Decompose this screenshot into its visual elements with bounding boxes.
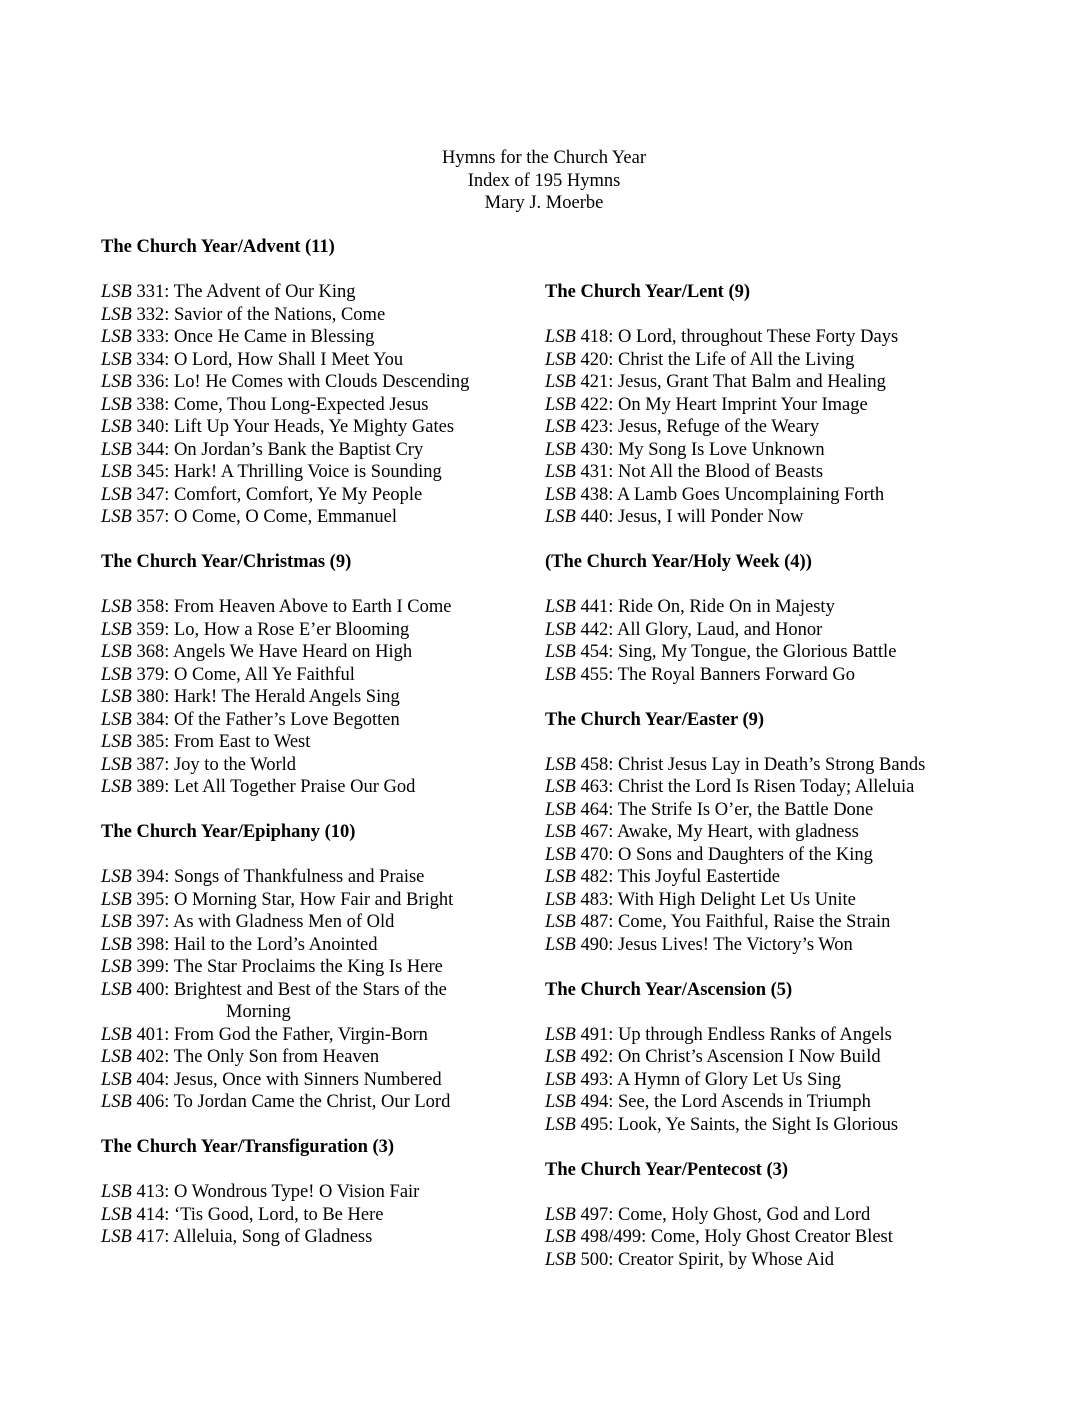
document-title: Hymns for the Church Year	[442, 148, 646, 168]
hymn-title: Come, Thou Long-Expected Jesus	[173, 394, 429, 415]
hymnal-abbreviation: LSB	[545, 799, 576, 820]
hymn-number: 442	[580, 619, 609, 640]
hymn-section-the-church-year-epiphany-10	[101, 821, 541, 1114]
hymnal-abbreviation: LSB	[101, 867, 132, 887]
hymn-section-the-church-year-pentecost-3	[545, 1159, 985, 1272]
hymnal-abbreviation: LSB	[101, 484, 132, 505]
hymn-title: Songs of Thankfulness and Praise	[173, 867, 425, 887]
hymnal-abbreviation: LSB	[545, 1069, 576, 1090]
hymn-entry: LSB 483: With High Delight Let Us Unite	[545, 889, 856, 910]
hymn-number: 347	[136, 484, 165, 505]
hymnal-abbreviation: LSB	[101, 282, 132, 302]
hymn-title: Let All Together Praise Our God	[173, 777, 416, 797]
hymn-entry: LSB 464: The Strife Is O’er, the Battle Done	[545, 799, 874, 820]
hymn-title: Lift Up Your Heads, Ye Mighty Gates	[173, 417, 455, 437]
hymn-title: Joy to the World	[173, 754, 296, 775]
hymnal-abbreviation: LSB	[545, 597, 576, 617]
hymn-title: From God the Father, Virgin-Born	[173, 1024, 428, 1045]
hymn-entry: LSB 398: Hail to the Lord’s Anointed	[101, 934, 378, 955]
hymn-title: On My Heart Imprint Your Image	[617, 394, 868, 415]
hymn-entry: LSB 493: A Hymn of Glory Let Us Sing	[545, 1069, 842, 1090]
hymn-title: Christ Jesus Lay in Death’s Strong Bands	[617, 754, 926, 775]
hymn-title: From East to West	[173, 732, 311, 752]
hymnal-abbreviation: LSB	[545, 777, 576, 797]
hymn-entry: LSB 358: From Heaven Above to Earth I Come	[101, 597, 452, 617]
hymn-title: Come, You Faithful, Raise the Strain	[617, 912, 891, 932]
hymn-number: 422	[580, 394, 609, 415]
hymn-title: The Star Proclaims the King Is Here	[173, 957, 443, 977]
hymn-entry: LSB 345: Hark! A Thrilling Voice is Sounding	[101, 462, 442, 482]
hymn-entry: LSB 431: Not All the Blood of Beasts	[545, 462, 824, 482]
hymn-number: 438	[580, 484, 609, 505]
hymn-number: 495	[580, 1114, 609, 1135]
hymn-entry: LSB 442: All Glory, Laud, and Honor	[545, 619, 823, 640]
hymn-entry: LSB 385: From East to West	[101, 732, 311, 752]
hymn-entry: LSB 331: The Advent of Our King	[101, 282, 356, 302]
hymn-title: Jesus, I will Ponder Now	[617, 507, 804, 527]
hymn-title: Savior of the Nations, Come	[173, 304, 386, 325]
hymn-number: 413	[136, 1182, 165, 1202]
hymn-entry: LSB 359: Lo, How a Rose E’er Blooming	[101, 619, 410, 640]
hymn-title: This Joyful Eastertide	[617, 867, 781, 887]
hymn-entry: LSB 454: Sing, My Tongue, the Glorious Battle	[545, 642, 897, 662]
hymn-entry: LSB 404: Jesus, Once with Sinners Numbered	[101, 1069, 442, 1090]
hymn-entry: LSB 344: On Jordan’s Bank the Baptist Cry	[101, 439, 424, 460]
hymn-title: The Only Son from Heaven	[173, 1047, 380, 1067]
hymn-title: Of the Father’s Love Begotten	[173, 709, 400, 730]
document-author: Mary J. Moerbe	[484, 193, 604, 213]
hymnal-abbreviation: LSB	[101, 957, 132, 977]
hymnal-abbreviation: LSB	[101, 934, 132, 955]
hymn-title: Creator Spirit, by Whose Aid	[617, 1249, 834, 1270]
hymnal-abbreviation: LSB	[101, 349, 132, 370]
hymn-number: 402	[136, 1047, 165, 1067]
hymn-number: 401	[136, 1024, 165, 1045]
section-heading: The Church Year/Ascension (5)	[545, 979, 793, 1000]
hymnal-abbreviation: LSB	[545, 844, 576, 865]
hymnal-abbreviation: LSB	[101, 1024, 132, 1045]
hymn-entry: LSB 423: Jesus, Refuge of the Weary	[545, 417, 820, 437]
section-heading: The Church Year/Transfiguration (3)	[101, 1137, 395, 1157]
hymnal-abbreviation: LSB	[101, 304, 132, 325]
hymn-title: Sing, My Tongue, the Glorious Battle	[617, 642, 897, 662]
hymnal-abbreviation: LSB	[101, 912, 132, 932]
hymn-entry: LSB 347: Comfort, Comfort, Ye My People	[101, 484, 423, 505]
hymn-number: 395	[136, 889, 165, 910]
hymn-entry: LSB 338: Come, Thou Long-Expected Jesus	[101, 394, 429, 415]
hymn-entry: LSB 334: O Lord, How Shall I Meet You	[101, 349, 404, 370]
hymnal-abbreviation: LSB	[101, 1227, 132, 1247]
hymnal-abbreviation: LSB	[101, 417, 132, 437]
hymn-number: 358	[136, 597, 165, 617]
hymn-entry: LSB 490: Jesus Lives! The Victory’s Won	[545, 934, 853, 955]
hymn-number: 404	[136, 1069, 165, 1090]
hymn-number: 344	[136, 439, 165, 460]
hymn-title: On Jordan’s Bank the Baptist Cry	[173, 439, 424, 460]
hymnal-abbreviation: LSB	[545, 1092, 576, 1112]
hymn-number: 491	[580, 1024, 609, 1045]
hymn-entry: LSB 500: Creator Spirit, by Whose Aid	[545, 1249, 834, 1270]
hymnal-abbreviation: LSB	[545, 507, 576, 527]
hymn-entry: LSB 397: As with Gladness Men of Old	[101, 912, 395, 932]
hymnal-abbreviation: LSB	[101, 777, 132, 797]
hymnal-abbreviation: LSB	[101, 1069, 132, 1090]
hymn-number: 441	[580, 597, 609, 617]
hymn-title: Come, Holy Ghost, God and Lord	[617, 1204, 871, 1225]
hymn-title: O Lord, How Shall I Meet You	[173, 349, 404, 370]
hymn-number: 387	[136, 754, 165, 775]
hymn-title: Come, Holy Ghost Creator Blest	[650, 1227, 893, 1247]
hymn-title: O Lord, throughout These Forty Days	[617, 327, 899, 347]
hymn-entry: LSB 389: Let All Together Praise Our God	[101, 777, 416, 797]
hymn-title: O Come, O Come, Emmanuel	[173, 507, 397, 527]
hymn-number: 464	[580, 799, 609, 820]
hymn-entry: LSB 380: Hark! The Herald Angels Sing	[101, 687, 400, 707]
hymnal-abbreviation: LSB	[545, 394, 576, 415]
hymn-number: 380	[136, 687, 165, 707]
right-column	[545, 281, 985, 1294]
hymn-title: With High Delight Let Us Unite	[617, 889, 856, 910]
hymnal-abbreviation: LSB	[545, 642, 576, 662]
hymnal-abbreviation: LSB	[101, 754, 132, 775]
hymnal-abbreviation: LSB	[101, 664, 132, 685]
hymn-title: As with Gladness Men of Old	[172, 912, 395, 932]
hymn-title: A Hymn of Glory Let Us Sing	[616, 1069, 842, 1090]
hymn-entry: LSB 463: Christ the Lord Is Risen Today; Alleluia	[545, 777, 915, 797]
hymn-section-the-church-year-easter-9	[545, 709, 985, 957]
hymn-entry: LSB 384: Of the Father’s Love Begotten	[101, 709, 400, 730]
hymn-number: 470	[580, 844, 609, 865]
hymn-entry: LSB 498/499: Come, Holy Ghost Creator Blest	[545, 1227, 893, 1247]
hymn-title: Lo! He Comes with Clouds Descending	[173, 372, 470, 392]
hymn-title: Brightest and Best of the Stars of the	[173, 979, 447, 1000]
hymn-title: The Advent of Our King	[173, 282, 356, 302]
hymn-title: Not All the Blood of Beasts	[617, 462, 824, 482]
hymn-title: O Morning Star, How Fair and Bright	[173, 889, 454, 910]
hymn-number: 400	[136, 979, 165, 1000]
hymn-entry: LSB 387: Joy to the World	[101, 754, 296, 775]
hymn-number: 359	[136, 619, 165, 640]
hymn-number: 483	[580, 889, 609, 910]
hymnal-abbreviation: LSB	[545, 822, 576, 842]
hymn-number: 455	[580, 664, 609, 685]
hymn-number: 357	[136, 507, 165, 527]
hymn-number: 440	[580, 507, 609, 527]
hymn-section-the-church-year-transfiguration-3	[101, 1136, 541, 1249]
hymn-entry: LSB 497: Come, Holy Ghost, God and Lord	[545, 1204, 871, 1225]
hymnal-abbreviation: LSB	[545, 1249, 576, 1270]
hymn-number: 336	[136, 372, 165, 392]
hymnal-abbreviation: LSB	[101, 889, 132, 910]
hymn-number: 397	[136, 912, 165, 932]
hymn-title: Alleluia, Song of Gladness	[172, 1227, 373, 1247]
hymn-number: 398	[136, 934, 165, 955]
hymn-number: 492	[580, 1047, 609, 1067]
hymn-number: 334	[136, 349, 165, 370]
hymn-entry: LSB 414: ‘Tis Good, Lord, to Be Here	[101, 1204, 384, 1225]
hymn-number: 420	[580, 349, 609, 370]
hymn-title: O Wondrous Type! O Vision Fair	[173, 1182, 420, 1202]
hymnal-abbreviation: LSB	[545, 484, 576, 505]
section-heading: The Church Year/Epiphany (10)	[101, 822, 356, 842]
hymnal-abbreviation: LSB	[101, 372, 132, 392]
hymn-number: 331	[136, 282, 165, 302]
hymn-entry: LSB 399: The Star Proclaims the King Is Here	[101, 957, 443, 977]
hymn-section-the-church-year-holy-week-4	[545, 551, 985, 686]
hymn-title: A Lamb Goes Uncomplaining Forth	[616, 484, 885, 505]
hymnal-abbreviation: LSB	[545, 349, 576, 370]
hymnal-abbreviation: LSB	[101, 597, 132, 617]
hymn-entry: LSB 394: Songs of Thankfulness and Praise	[101, 867, 425, 887]
hymn-title: O Come, All Ye Faithful	[173, 664, 355, 685]
hymn-number: 463	[580, 777, 609, 797]
hymn-number: 430	[580, 439, 609, 460]
hymn-number: 497	[580, 1204, 609, 1225]
hymn-entry: LSB 395: O Morning Star, How Fair and Bright	[101, 889, 454, 910]
hymn-number: 454	[580, 642, 609, 662]
hymnal-abbreviation: LSB	[545, 912, 576, 932]
hymn-entry: LSB 458: Christ Jesus Lay in Death’s Strong Bands	[545, 754, 926, 775]
hymn-title: Jesus Lives! The Victory’s Won	[617, 934, 853, 955]
hymn-number: 340	[136, 417, 165, 437]
hymnal-abbreviation: LSB	[101, 619, 132, 640]
hymn-title: Look, Ye Saints, the Sight Is Glorious	[617, 1114, 899, 1135]
hymn-number: 423	[580, 417, 609, 437]
hymnal-abbreviation: LSB	[101, 462, 132, 482]
hymn-entry: LSB 467: Awake, My Heart, with gladness	[545, 822, 859, 842]
hymn-number: 421	[580, 372, 609, 392]
hymnal-abbreviation: LSB	[545, 889, 576, 910]
section-heading: (The Church Year/Holy Week (4))	[545, 552, 812, 572]
document-subtitle: Index of 195 Hymns	[467, 170, 621, 191]
hymn-entry: LSB 357: O Come, O Come, Emmanuel	[101, 507, 397, 527]
hymnal-abbreviation: LSB	[545, 754, 576, 775]
hymnal-abbreviation: LSB	[101, 394, 132, 415]
hymn-title: Jesus, Refuge of the Weary	[617, 417, 820, 437]
hymn-number: 493	[580, 1069, 609, 1090]
hymn-entry: LSB 438: A Lamb Goes Uncomplaining Forth	[545, 484, 885, 505]
hymn-number: 333	[136, 327, 165, 347]
hymnal-abbreviation: LSB	[101, 687, 132, 707]
hymn-number: 345	[136, 462, 165, 482]
hymn-entry: LSB 418: O Lord, throughout These Forty Days	[545, 327, 899, 347]
hymn-title: My Song Is Love Unknown	[617, 439, 825, 460]
hymn-entry: LSB 333: Once He Came in Blessing	[101, 327, 375, 347]
hymn-title: All Glory, Laud, and Honor	[616, 619, 823, 640]
hymn-entry: LSB 340: Lift Up Your Heads, Ye Mighty Gates	[101, 417, 455, 437]
hymn-entry: LSB 492: On Christ’s Ascension I Now Build	[545, 1047, 881, 1067]
hymn-entry: LSB 487: Come, You Faithful, Raise the Strain	[545, 912, 891, 932]
hymnal-abbreviation: LSB	[101, 1047, 132, 1067]
hymn-number: 406	[136, 1092, 165, 1112]
hymn-number: 482	[580, 867, 609, 887]
hymnal-abbreviation: LSB	[101, 709, 132, 730]
hymn-entry: LSB 402: The Only Son from Heaven	[101, 1047, 380, 1067]
hymnal-abbreviation: LSB	[545, 1024, 576, 1045]
hymn-number: 417	[136, 1227, 165, 1247]
hymn-title: On Christ’s Ascension I Now Build	[617, 1047, 881, 1067]
hymn-title: Jesus, Grant That Balm and Healing	[617, 372, 886, 392]
hymn-number: 332	[136, 304, 165, 325]
hymnal-abbreviation: LSB	[545, 417, 576, 437]
hymn-title: Hail to the Lord’s Anointed	[173, 934, 378, 955]
left-column	[101, 236, 541, 1271]
hymn-number: 494	[580, 1092, 609, 1112]
hymn-number: 414	[136, 1204, 165, 1225]
hymn-number: 418	[580, 327, 609, 347]
hymn-entry: LSB 495: Look, Ye Saints, the Sight Is Glorious	[545, 1114, 899, 1135]
hymn-title: O Sons and Daughters of the King	[617, 844, 873, 865]
hymn-entry: LSB 413: O Wondrous Type! O Vision Fair	[101, 1182, 420, 1202]
hymnal-abbreviation: LSB	[545, 439, 576, 460]
hymn-title: From Heaven Above to Earth I Come	[173, 597, 452, 617]
hymnal-abbreviation: LSB	[101, 979, 132, 1000]
hymn-section-the-church-year-advent-11	[101, 236, 541, 529]
hymnal-abbreviation: LSB	[545, 1114, 576, 1135]
hymn-entry: LSB 491: Up through Endless Ranks of Angels	[545, 1024, 892, 1045]
hymn-title: Ride On, Ride On in Majesty	[617, 597, 835, 617]
hymn-entry: LSB 417: Alleluia, Song of Gladness	[101, 1227, 373, 1247]
hymnal-abbreviation: LSB	[101, 1182, 132, 1202]
hymn-number: 467	[580, 822, 609, 842]
hymnal-abbreviation: LSB	[545, 327, 576, 347]
hymn-number: 338	[136, 394, 165, 415]
hymn-number: 498/499	[580, 1227, 642, 1247]
hymn-entry: LSB 400: Brightest and Best of the Stars of the Morning	[101, 979, 541, 1024]
hymn-number: 490	[580, 934, 609, 955]
hymn-title: Jesus, Once with Sinners Numbered	[173, 1069, 442, 1090]
hymn-title: Once He Came in Blessing	[173, 327, 375, 347]
hymnal-abbreviation: LSB	[101, 732, 132, 752]
hymnal-abbreviation: LSB	[545, 934, 576, 955]
hymn-title: Christ the Life of All the Living	[617, 349, 855, 370]
hymn-title-continuation: Morning	[226, 1002, 291, 1022]
hymn-entry: LSB 482: This Joyful Eastertide	[545, 867, 781, 887]
hymn-entry: LSB 368: Angels We Have Heard on High	[101, 642, 413, 662]
hymnal-abbreviation: LSB	[101, 1204, 132, 1225]
hymn-entry: LSB 421: Jesus, Grant That Balm and Healing	[545, 372, 886, 392]
hymn-title: Angels We Have Heard on High	[172, 642, 413, 662]
hymnal-abbreviation: LSB	[545, 1227, 576, 1247]
hymn-number: 385	[136, 732, 165, 752]
hymn-number: 368	[136, 642, 165, 662]
hymn-entry: LSB 406: To Jordan Came the Christ, Our Lord	[101, 1092, 451, 1112]
hymn-title: Awake, My Heart, with gladness	[616, 822, 859, 842]
hymnal-abbreviation: LSB	[545, 372, 576, 392]
hymn-entry: LSB 379: O Come, All Ye Faithful	[101, 664, 355, 685]
hymn-entry: LSB 422: On My Heart Imprint Your Image	[545, 394, 868, 415]
hymnal-abbreviation: LSB	[545, 664, 576, 685]
hymn-number: 389	[136, 777, 165, 797]
hymnal-abbreviation: LSB	[545, 1047, 576, 1067]
hymn-title: To Jordan Came the Christ, Our Lord	[173, 1092, 451, 1112]
hymnal-abbreviation: LSB	[545, 462, 576, 482]
section-heading: The Church Year/Lent (9)	[545, 282, 751, 302]
document-header	[0, 147, 1088, 215]
hymn-entry: LSB 441: Ride On, Ride On in Majesty	[545, 597, 835, 617]
hymn-entry: LSB 430: My Song Is Love Unknown	[545, 439, 825, 460]
hymn-title: Hark! The Herald Angels Sing	[173, 687, 400, 707]
hymnal-abbreviation: LSB	[101, 439, 132, 460]
hymn-number: 399	[136, 957, 165, 977]
hymnal-abbreviation: LSB	[545, 867, 576, 887]
hymn-title: Christ the Lord Is Risen Today; Alleluia	[617, 777, 915, 797]
hymn-section-the-church-year-ascension-5	[545, 979, 985, 1137]
hymnal-abbreviation: LSB	[545, 619, 576, 640]
hymn-title: ‘Tis Good, Lord, to Be Here	[173, 1204, 384, 1225]
hymn-entry: LSB 470: O Sons and Daughters of the King	[545, 844, 873, 865]
hymn-title: The Strife Is O’er, the Battle Done	[617, 799, 874, 820]
hymn-section-the-church-year-lent-9	[545, 281, 985, 529]
hymn-title: Comfort, Comfort, Ye My People	[173, 484, 423, 505]
hymn-entry: LSB 332: Savior of the Nations, Come	[101, 304, 386, 325]
hymnal-abbreviation: LSB	[101, 1092, 132, 1112]
hymnal-abbreviation: LSB	[101, 327, 132, 347]
section-heading: The Church Year/Advent (11)	[101, 237, 335, 257]
section-heading: The Church Year/Christmas (9)	[101, 552, 352, 572]
hymn-entry: LSB 440: Jesus, I will Ponder Now	[545, 507, 804, 527]
hymn-number: 487	[580, 912, 609, 932]
hymn-number: 431	[580, 462, 609, 482]
hymn-title: Up through Endless Ranks of Angels	[617, 1024, 892, 1045]
hymnal-abbreviation: LSB	[545, 1204, 576, 1225]
hymn-number: 379	[136, 664, 165, 685]
hymn-title: The Royal Banners Forward Go	[617, 664, 856, 685]
section-heading: The Church Year/Pentecost (3)	[545, 1159, 789, 1180]
hymn-title: Hark! A Thrilling Voice is Sounding	[173, 462, 442, 482]
hymn-entry: LSB 494: See, the Lord Ascends in Triumph	[545, 1092, 871, 1112]
hymnal-abbreviation: LSB	[101, 642, 132, 662]
hymn-number: 500	[580, 1249, 609, 1270]
hymn-entry: LSB 336: Lo! He Comes with Clouds Descending	[101, 372, 470, 392]
hymn-number: 458	[580, 754, 609, 775]
hymnal-abbreviation: LSB	[101, 507, 132, 527]
hymn-section-the-church-year-christmas-9	[101, 551, 541, 799]
hymn-title: See, the Lord Ascends in Triumph	[617, 1092, 871, 1112]
hymn-entry: LSB 455: The Royal Banners Forward Go	[545, 664, 856, 685]
hymn-title: Lo, How a Rose E’er Blooming	[173, 619, 410, 640]
section-heading: The Church Year/Easter (9)	[545, 709, 765, 730]
hymn-number: 394	[136, 867, 165, 887]
hymn-entry: LSB 401: From God the Father, Virgin-Born	[101, 1024, 428, 1045]
hymn-entry: LSB 420: Christ the Life of All the Living	[545, 349, 855, 370]
hymn-number: 384	[136, 709, 165, 730]
